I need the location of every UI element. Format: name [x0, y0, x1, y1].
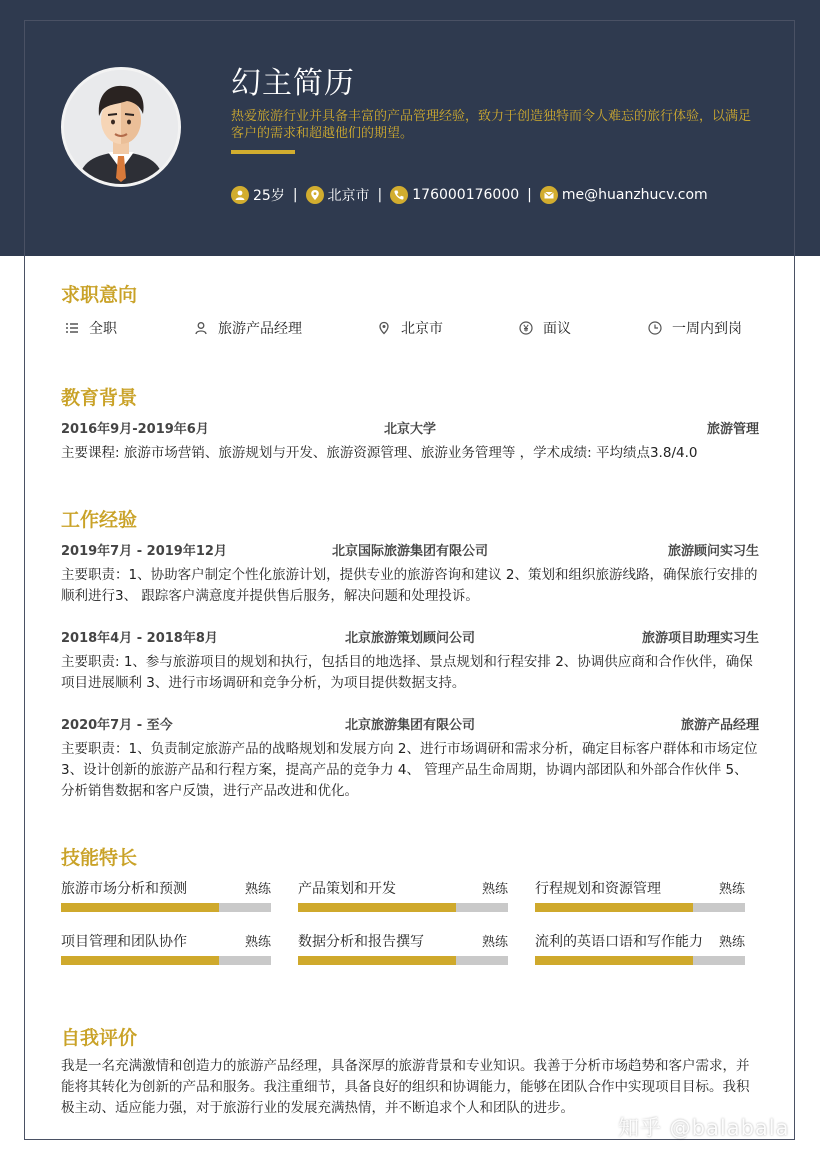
skill-progress-fill: [61, 956, 219, 965]
work-description: 主要职责：1、负责制定旅游产品的战略规划和发展方向 2、进行市场调研和需求分析，确定目标客户群体和市场定位 3、设计创新的旅游产品和行程方案，提高产品的竞争力 4、 管理产品生命周期，协调内部团队和外部合作伙伴 5、分析销售数据和客户反馈，进行产品改进和优化。: [61, 741, 758, 799]
work-date: 2019年7月 - 2019年12月: [61, 544, 227, 559]
work-company: 北京国际旅游集团有限公司: [331, 544, 488, 559]
skill-level: 熟练: [718, 882, 745, 897]
skill-item: [298, 931, 508, 971]
avatar-illustration: [64, 70, 178, 184]
avatar: [61, 67, 181, 187]
intent-position-text: 旅游产品经理: [218, 321, 302, 337]
skill-progress-track: [61, 956, 271, 965]
contact-phone-text: 176000176000: [412, 187, 520, 203]
skill-progress-track: [298, 903, 508, 912]
work-role: 旅游项目助理实习生: [641, 631, 759, 646]
skill-progress-fill: [298, 956, 456, 965]
person-icon: [194, 321, 208, 335]
contact-separator: |: [527, 187, 532, 203]
contact-bar: [231, 184, 708, 206]
intent-city-text: 北京市: [401, 321, 443, 337]
contact-city-text: 北京市: [327, 188, 370, 204]
location-pin-icon: [306, 186, 324, 204]
work-row: [61, 627, 759, 645]
contact-age-text: 25岁: [253, 188, 285, 204]
intent-salary-text: 面议: [543, 321, 571, 337]
contact-email-text: me@huanzhucv.com: [561, 187, 708, 203]
education-date: 2016年9月-2019年6月: [61, 422, 209, 437]
phone-icon: [390, 186, 408, 204]
resume-name: 幻主简历: [231, 66, 355, 101]
contact-separator: |: [377, 187, 383, 203]
skill-level: 熟练: [718, 935, 745, 950]
intent-item-availability: [648, 318, 742, 338]
section-title-intent: 求职意向: [61, 284, 138, 306]
intent-row: [61, 318, 761, 338]
skill-progress-track: [61, 903, 271, 912]
section-title-self-evaluation: 自我评价: [61, 1027, 138, 1049]
skill-name: 旅游市场分析和预测: [61, 881, 187, 897]
skill-item: [298, 878, 508, 918]
section-title-work: 工作经验: [61, 509, 138, 531]
work-row: [61, 540, 759, 558]
work-description: 主要职责: 1、参与旅游项目的规划和执行，包括目的地选择、景点规划和行程安排 2、协调供应商和合作伙伴，确保项目进展顺利 3、进行市场调研和竞争分析，为项目提供数据支持。: [61, 654, 753, 691]
work-role: 旅游顾问实习生: [667, 544, 759, 559]
section-title-education: 教育背景: [61, 387, 138, 409]
education-school: 北京大学: [383, 422, 436, 437]
skill-progress-fill: [535, 903, 693, 912]
title-underline: [231, 150, 295, 154]
skill-name: 流利的英语口语和写作能力: [535, 934, 703, 950]
work-row: [61, 714, 759, 732]
intent-item-salary: [519, 318, 571, 338]
clock-icon: [648, 321, 662, 335]
education-major: 旅游管理: [706, 422, 759, 437]
user-icon: [231, 186, 249, 204]
yen-icon: [519, 321, 533, 335]
contact-phone[interactable]: [390, 186, 519, 204]
work-company: 北京旅游策划顾问公司: [344, 631, 475, 646]
skill-level: 熟练: [244, 882, 271, 897]
intent-item-city: [377, 318, 443, 338]
resume-summary: 热爱旅游行业并具备丰富的产品管理经验，致力于创造独特而令人难忘的旅行体验，以满足客户的需求和超越他们的期望。: [231, 109, 752, 141]
skill-item: [535, 878, 745, 918]
skill-level: 熟练: [481, 882, 508, 897]
contact-separator: |: [292, 187, 298, 203]
skill-level: 熟练: [481, 935, 508, 950]
location-icon: [377, 321, 391, 335]
work-description: 主要职责：1、协助客户制定个性化旅游计划，提供专业的旅游咨询和建议 2、策划和组织旅游线路，确保旅行安排的顺利进行3、 跟踪客户满意度并提供售后服务，解决问题和处理投诉。: [61, 567, 758, 604]
intent-item-type: [65, 318, 117, 338]
skill-progress-fill: [61, 903, 219, 912]
education-detail: 主要课程: 旅游市场营销、旅游规划与开发、旅游资源管理、旅游业务管理等 ，学术成绩: 平均绩点3.8/4.0: [61, 445, 698, 461]
contact-age: [231, 185, 285, 205]
mail-icon: [540, 186, 558, 204]
skill-item: [61, 878, 271, 918]
skill-name: 产品策划和开发: [298, 881, 396, 897]
skill-item: [535, 931, 745, 971]
contact-email[interactable]: [540, 186, 708, 204]
work-company: 北京旅游集团有限公司: [344, 718, 475, 733]
education-row: [61, 418, 759, 436]
skill-progress-track: [298, 956, 508, 965]
work-date: 2020年7月 - 至今: [61, 718, 173, 733]
skill-name: 行程规划和资源管理: [535, 881, 661, 897]
intent-type-text: 全职: [89, 321, 117, 337]
skill-progress-track: [535, 956, 745, 965]
intent-item-position: [194, 318, 302, 338]
skill-level: 熟练: [244, 935, 271, 950]
skill-name: 项目管理和团队协作: [61, 934, 187, 950]
list-icon: [65, 321, 79, 335]
watermark: 知乎 @balabala: [618, 1116, 790, 1140]
work-date: 2018年4月 - 2018年8月: [61, 631, 218, 646]
skill-progress-fill: [535, 956, 693, 965]
section-title-skills: 技能特长: [61, 847, 138, 869]
intent-availability-text: 一周内到岗: [672, 321, 742, 337]
skill-name: 数据分析和报告撰写: [298, 934, 424, 950]
skill-progress-track: [535, 903, 745, 912]
contact-city: [306, 185, 370, 205]
work-role: 旅游产品经理: [680, 718, 759, 733]
self-evaluation-text: 我是一名充满激情和创造力的旅游产品经理，具备深厚的旅游背景和专业知识。我善于分析市场趋势和客户需求，并能将其转化为创新的产品和服务。我注重细节，具备良好的组织和协调能力，能够在团队合作中实现项目目标。我积极主动、适应能力强，对于旅游行业的发展充满热情，并不断追求个人和团队的进步。: [61, 1058, 750, 1116]
skill-progress-fill: [298, 903, 456, 912]
skill-item: [61, 931, 271, 971]
